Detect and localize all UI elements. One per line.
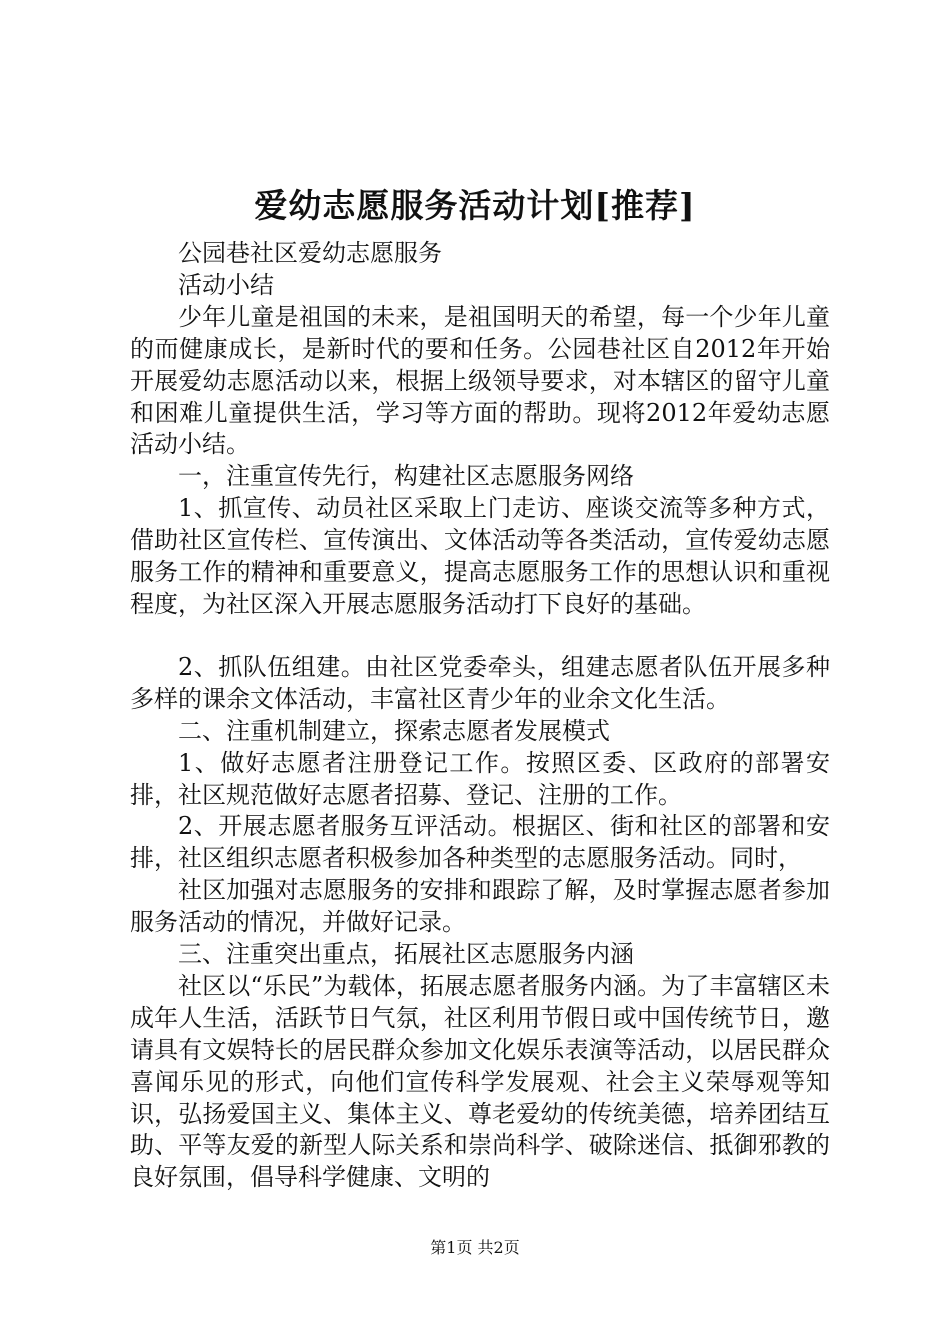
document-body bbox=[130, 238, 830, 1194]
paragraph-registration: 1、做好志愿者注册登记工作。按照区委、区政府的部署安排，社区规范做好志愿者招募、登记、注册的工作。 bbox=[130, 748, 830, 809]
paragraph-tracking: 社区加强对志愿服务的安排和跟踪了解，及时掌握志愿者参加服务活动的情况，并做好记录。 bbox=[130, 876, 830, 937]
paragraph-publicity: 1、抓宣传、动员社区采取上门走访、座谈交流等多种方式，借助社区宣传栏、宣传演出、文体活动等各类活动，宣传爱幼志愿服务工作的精神和重要意义，提高志愿服务工作的思想认识和重视程度，为社区深入开展志愿服务活动打下良好的基础。 bbox=[130, 494, 830, 618]
document-title: 爱幼志愿服务活动计划[推荐] bbox=[254, 186, 696, 225]
paragraph-team-building: 2、抓队伍组建。由社区党委牵头，组建志愿者队伍开展多种多样的课余文体活动，丰富社区青少年的业余文化生活。 bbox=[130, 652, 830, 713]
paragraph-subtitle-line-2: 活动小结 bbox=[178, 270, 274, 299]
section-heading-3: 三、注重突出重点，拓展社区志愿服务内涵 bbox=[178, 940, 634, 969]
paragraph-subtitle-line-1: 公园巷社区爱幼志愿服务 bbox=[178, 239, 442, 267]
page-footer: 第1页 共2页 bbox=[430, 1238, 520, 1257]
section-heading-2: 二、注重机制建立，探索志愿者发展模式 bbox=[178, 716, 610, 745]
paragraph-evaluation: 2、开展志愿者服务互评活动。根据区、街和社区的部署和安排，社区组织志愿者积极参加各种类型的志愿服务活动。同时， bbox=[130, 812, 830, 873]
paragraph-carrier: 社区以“乐民”为载体，拓展志愿者服务内涵。为了丰富辖区未成年人生活，活跃节日气氛，社区利用节假日或中国传统节日，邀请具有文娱特长的居民群众参加文化娱乐表演等活动，以居民群众喜闻乐见的形式，向他们宣传科学发展观、社会主义荣辱观等知识，弘扬爱国主义、集体主义、尊老爱幼的传统美德，培养团结互助、平等友爱的新型人际关系和崇尚科学、破除迷信、抵御邪教的良好氛围，倡导科学健康、文明的 bbox=[130, 971, 830, 1192]
section-heading-1: 一，注重宣传先行，构建社区志愿服务网络 bbox=[178, 462, 634, 491]
paragraph-intro: 少年儿童是祖国的未来，是祖国明天的希望，每一个少年儿童的而健康成长，是新时代的要和任务。公园巷社区自2012年开始开展爱幼志愿活动以来，根据上级领导要求，对本辖区的留守儿童和困难儿童提供生活，学习等方面的帮助。现将2012年爱幼志愿活动小结。 bbox=[130, 302, 830, 459]
